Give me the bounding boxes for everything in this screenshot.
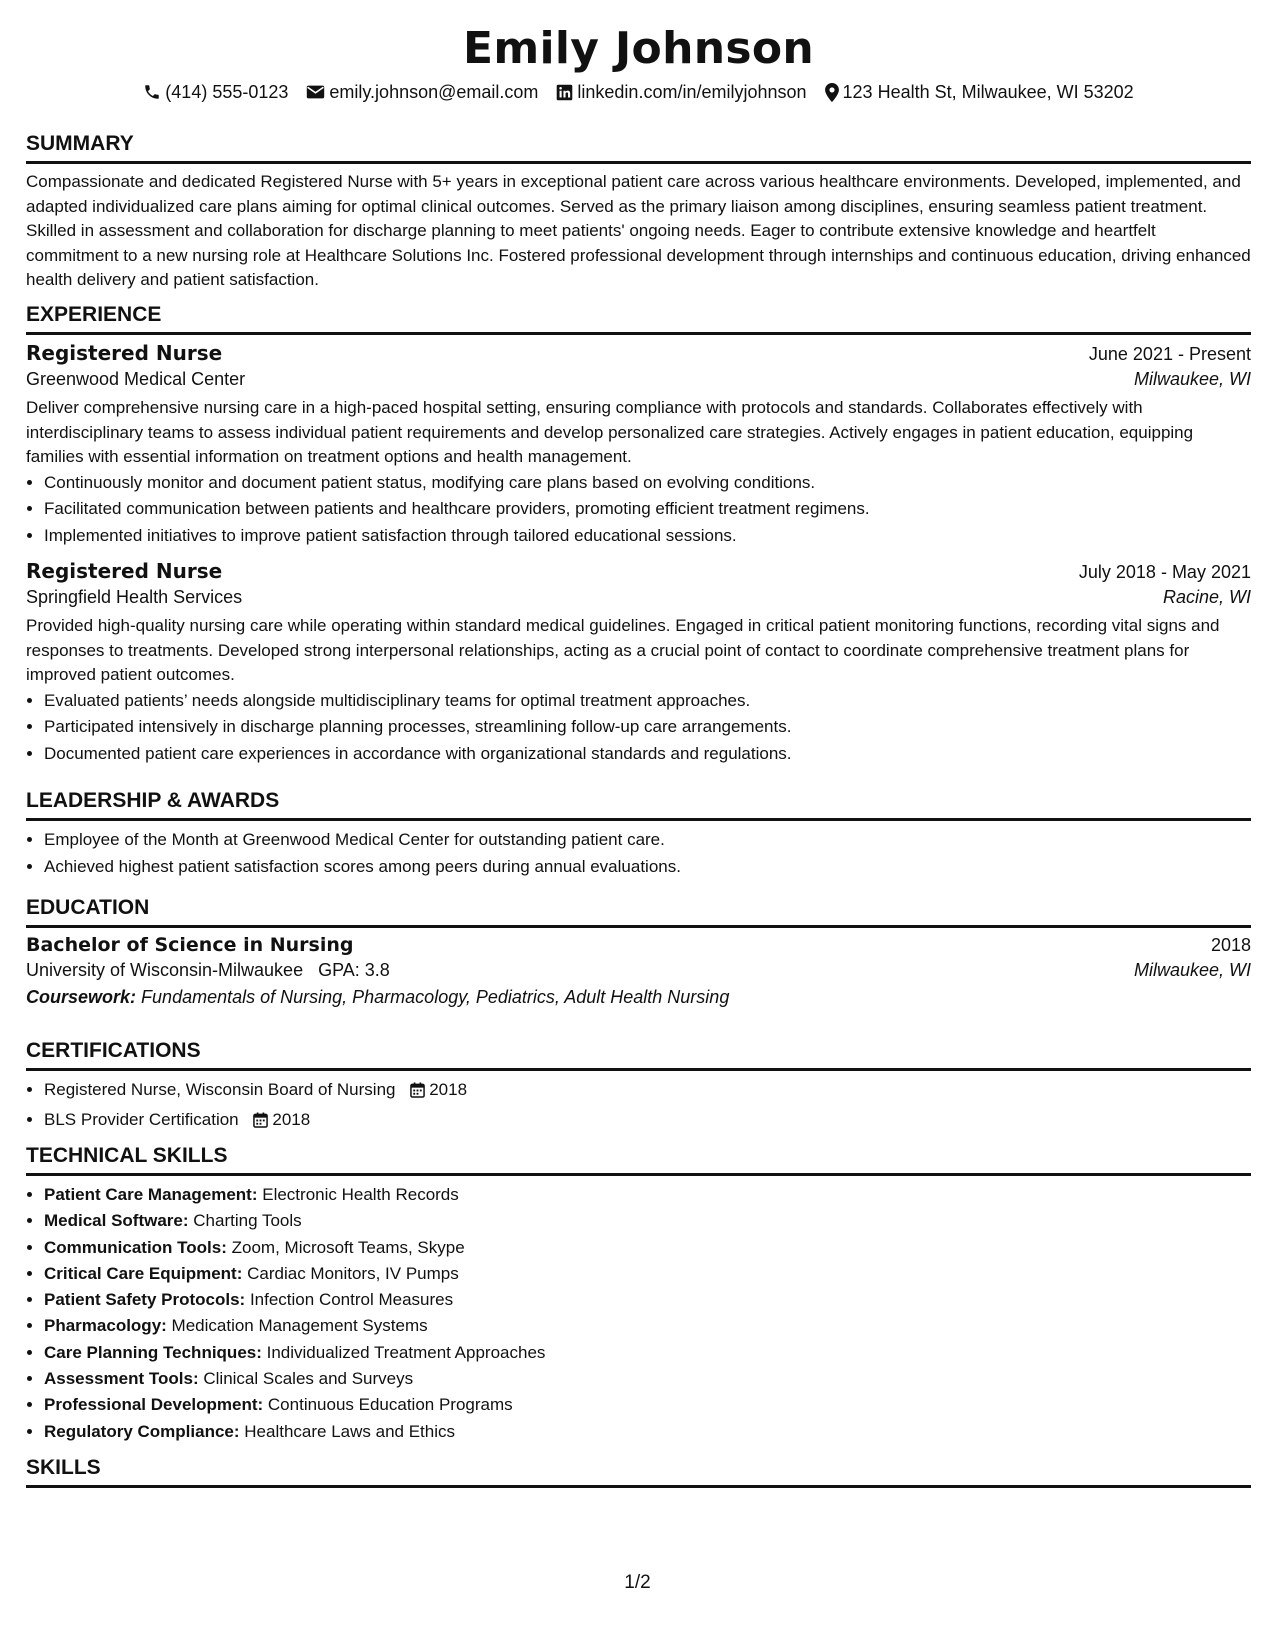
job-dates: July 2018 - May 2021 <box>1078 562 1251 582</box>
list-item <box>44 1419 1251 1445</box>
list-item: • Implemented initiatives to improve patient satisfaction through tailored educational sessions. <box>44 523 1251 550</box>
job-description: Provided high-quality nursing care while operating within standard medical guidelines. Engaged in critical patient monitoring functions, recording vital signs and responses to treatments. Developed strong interpersonal relationships, acting as a crucial point of contact to coordinate comprehensive treatment plans for improved patient outcomes. <box>26 616 1220 684</box>
address-text: 123 Health St, Milwaukee, WI 53202 <box>842 82 1134 102</box>
map-pin-icon <box>825 83 839 102</box>
list-item <box>44 1235 1251 1261</box>
section-title-experience: EXPERIENCE <box>26 302 1251 335</box>
experience-section <box>26 302 1251 767</box>
skill-label: Care Planning Techniques: <box>44 1342 262 1362</box>
school-location: Milwaukee, WI <box>1133 960 1251 980</box>
certifications-section <box>26 1038 1251 1136</box>
skill-label: Regulatory Compliance: <box>44 1421 240 1441</box>
list-item: • Continuously monitor and document patient status, modifying care plans based on evolving conditions. <box>44 470 1251 497</box>
coursework-text: Fundamentals of Nursing, Pharmacology, Pediatrics, Adult Health Nursing <box>141 987 730 1007</box>
list-item <box>44 1182 1251 1208</box>
skill-value: Clinical Scales and Surveys <box>203 1369 414 1389</box>
skill-label: Communication Tools: <box>44 1237 227 1257</box>
list-item <box>44 1261 1251 1287</box>
school-row <box>26 960 1251 981</box>
list-item <box>44 1313 1251 1339</box>
list-item <box>44 1392 1251 1418</box>
list-item: • Documented patient care experiences in accordance with organizational standards and regulations. <box>44 741 1251 768</box>
section-title-skills: SKILLS <box>26 1455 1251 1488</box>
summary-section <box>26 131 1251 293</box>
certification-year: 2018 <box>429 1080 468 1099</box>
section-title-education: EDUCATION <box>26 895 1251 928</box>
list-item: • Achieved highest patient satisfaction scores among peers during annual evaluations. <box>44 854 1251 881</box>
section-title-leadership: LEADERSHIP & AWARDS <box>26 788 1251 821</box>
technical-skills-list <box>26 1182 1251 1445</box>
summary-text: Compassionate and dedicated Registered Nurse with 5+ years in exceptional patient care across various healthcare environments. Developed, implemented, and adapted individualized care plans aiming for optimal clinical outcomes. Served as the primary liaison among disciplines, ensuring seamless patient treatment. Skilled in assessment and collaboration for discharge planning to meet patients' ongoing needs. Eager to contribute extensive knowledge and heartfelt commitment to a new nursing role at Healthcare Solutions Inc. Fostered professional development through internships and continuous education, driving enhanced health delivery and patient satisfaction. <box>26 172 1251 289</box>
leadership-section <box>26 788 1251 880</box>
skill-label: Professional Development: <box>44 1395 264 1415</box>
contact-address <box>825 80 1134 104</box>
page-number: 1/2 <box>624 1572 651 1593</box>
list-item <box>44 1208 1251 1234</box>
coursework-line <box>26 987 1251 1008</box>
section-title-technical-skills: TECHNICAL SKILLS <box>26 1143 1251 1176</box>
certification-name: Registered Nurse, Wisconsin Board of Nursing <box>44 1080 396 1099</box>
phone-icon <box>143 83 161 101</box>
skill-value: Cardiac Monitors, IV Pumps <box>247 1263 459 1283</box>
linkedin-link[interactable]: linkedin.com/in/emilyjohnson <box>577 82 807 102</box>
job-entry <box>26 559 1251 767</box>
skill-value: Zoom, Microsoft Teams, Skype <box>231 1237 465 1257</box>
job-subheader <box>26 369 1251 390</box>
skill-label: Patient Care Management: <box>44 1185 258 1204</box>
list-item <box>44 1077 1251 1107</box>
phone-text: (414) 555-0123 <box>165 82 289 102</box>
degree-name: Bachelor of Science in Nursing <box>26 934 354 956</box>
contact-linkedin[interactable] <box>556 80 806 104</box>
certification-name: BLS Provider Certification <box>44 1109 239 1129</box>
skills-section <box>26 1455 1251 1488</box>
job-description: Deliver comprehensive nursing care in a high-paced hospital setting, ensuring compliance with protocols and standards. Collaborates effectively with interdisciplinary teams to assess individual patient requirements and develop personalized care strategies. Actively engages in patient education, equipping families with essential information on treatment options and health management. <box>26 398 1194 466</box>
resume-page <box>26 0 1251 1479</box>
list-item: • Employee of the Month at Greenwood Medical Center for outstanding patient care. <box>44 827 1251 854</box>
email-link[interactable]: emily.johnson@email.com <box>329 82 539 102</box>
skill-value: Electronic Health Records <box>262 1185 459 1204</box>
job-header <box>26 341 1251 365</box>
skill-value: Infection Control Measures <box>249 1290 454 1310</box>
job-header <box>26 559 1251 583</box>
contact-email[interactable] <box>306 80 538 104</box>
coursework-label: Coursework: <box>26 987 137 1007</box>
job-dates: June 2021 - Present <box>1088 344 1251 364</box>
job-bullets <box>26 470 1251 550</box>
graduation-year: 2018 <box>1210 935 1251 955</box>
list-item: • Evaluated patients’ needs alongside multidisciplinary teams for optimal treatment approaches. <box>44 688 1251 715</box>
list-item: • Facilitated communication between patients and healthcare providers, promoting efficient treatment regimens. <box>44 496 1251 523</box>
job-organization: Springfield Health Services <box>26 587 243 607</box>
list-item: • Participated intensively in discharge planning processes, streamlining follow-up care arrangements. <box>44 714 1251 741</box>
education-section <box>26 895 1251 1008</box>
linkedin-icon <box>556 84 573 101</box>
skill-value: Continuous Education Programs <box>267 1395 513 1415</box>
calendar-icon <box>410 1080 425 1107</box>
job-role: Registered Nurse <box>26 559 223 583</box>
skill-label: Medical Software: <box>44 1211 189 1231</box>
certification-year: 2018 <box>272 1109 311 1129</box>
job-subheader <box>26 587 1251 608</box>
gpa: GPA: 3.8 <box>318 960 390 980</box>
skill-label: Patient Safety Protocols: <box>44 1290 246 1310</box>
technical-skills-section <box>26 1143 1251 1445</box>
list-item <box>44 1366 1251 1392</box>
certifications-list <box>26 1077 1251 1136</box>
skill-value: Individualized Treatment Approaches <box>266 1342 546 1362</box>
job-location: Racine, WI <box>1162 587 1251 607</box>
leadership-list <box>26 827 1251 880</box>
skill-label: Pharmacology: <box>44 1316 167 1336</box>
skill-value: Healthcare Laws and Ethics <box>244 1421 456 1441</box>
skill-label: Assessment Tools: <box>44 1369 199 1389</box>
job-entry <box>26 341 1251 549</box>
skill-value: Charting Tools <box>193 1211 302 1231</box>
list-item <box>44 1340 1251 1366</box>
job-role: Registered Nurse <box>26 341 223 365</box>
degree-row <box>26 934 1251 956</box>
envelope-icon <box>306 84 325 100</box>
list-item <box>44 1287 1251 1313</box>
school-info <box>26 960 390 981</box>
calendar-icon <box>253 1110 268 1137</box>
skill-label: Critical Care Equipment: <box>44 1263 243 1283</box>
candidate-name: Emily Johnson <box>463 23 814 74</box>
section-title-certifications: CERTIFICATIONS <box>26 1038 1251 1071</box>
job-organization: Greenwood Medical Center <box>26 369 246 389</box>
contact-phone <box>143 80 288 104</box>
skill-value: Medication Management Systems <box>171 1316 428 1336</box>
contact-bar <box>26 80 1251 104</box>
list-item <box>44 1107 1251 1137</box>
job-bullets <box>26 688 1251 768</box>
job-location: Milwaukee, WI <box>1133 369 1251 389</box>
school-name: University of Wisconsin-Milwaukee <box>26 960 304 980</box>
section-title-summary: SUMMARY <box>26 131 1251 164</box>
